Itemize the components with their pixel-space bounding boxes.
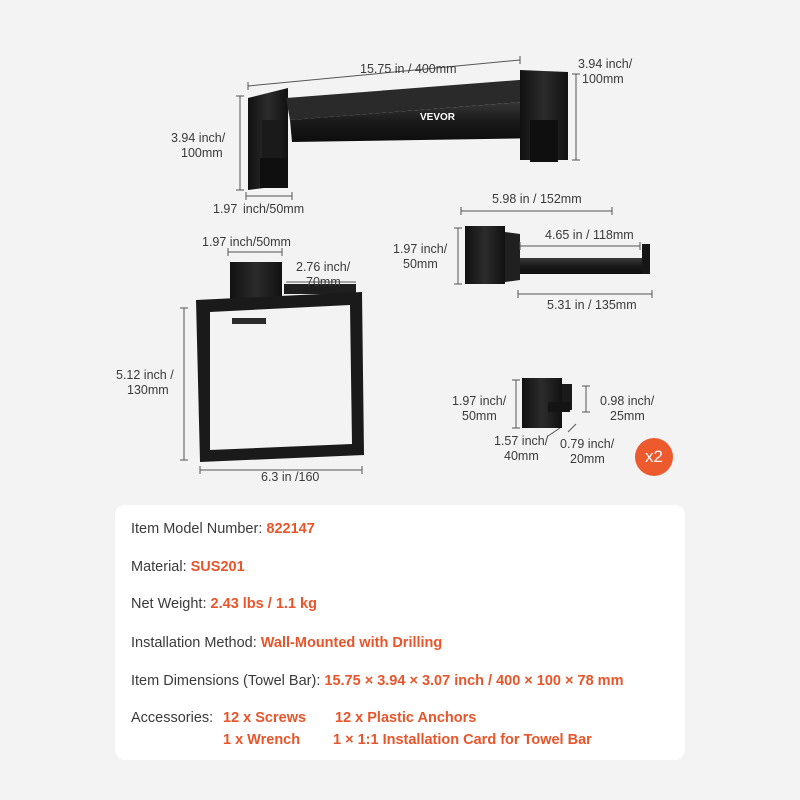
- robe-hook-hook-label-2: 25mm: [610, 409, 645, 423]
- spec-material-label: Material:: [131, 559, 191, 575]
- spec-accessories-label: Accessories:: [131, 710, 214, 726]
- accessory-item: 12 x Plastic Anchors: [335, 710, 477, 726]
- towel-bar-height-label-2: 100mm: [181, 146, 223, 160]
- robe-hook-height-label-1: 1.97 inch/: [452, 394, 507, 408]
- spec-weight-label: Net Weight:: [131, 596, 211, 612]
- towel-ring-depth-label-2: 70mm: [306, 275, 341, 289]
- paper-holder-depth-label: 5.31 in / 135mm: [547, 298, 637, 312]
- spec-weight: [131, 596, 317, 612]
- spec-card: [115, 505, 685, 760]
- spec-installation-value: Wall-Mounted with Drilling: [260, 635, 443, 651]
- towel-ring-height-label-2: 130mm: [127, 383, 169, 397]
- spec-model: [131, 521, 315, 537]
- towel-bar-bracket-height-label-2: 100mm: [582, 72, 624, 86]
- robe-hook-hook-label-1: 0.98 inch/: [600, 394, 655, 408]
- spec-model-label: Item Model Number:: [131, 521, 267, 537]
- towel-bar-length-label: 15.75 in / 400mm: [360, 62, 457, 76]
- accessory-item: 1 x Wrench: [223, 732, 301, 748]
- towel-bar-height-label-1: 3.94 inch/: [171, 131, 226, 145]
- spec-dimensions-value: 15.75 × 3.94 × 3.07 inch / 400 × 100 × 78 mm: [324, 673, 624, 689]
- spec-accessories: [131, 710, 213, 726]
- paper-holder-height-label-1: 1.97 inch/: [393, 242, 448, 256]
- towel-bar-brand: VEVOR: [420, 112, 456, 123]
- robe-hook-width-label-1: 1.57 inch/: [494, 434, 549, 448]
- paper-holder-height-label-2: 50mm: [403, 257, 438, 271]
- paper-holder-width-label: 5.98 in / 152mm: [492, 192, 582, 206]
- towel-ring-width-label: 6.3 in /160: [261, 470, 320, 484]
- towel-bar-base-label-b: inch/50mm: [243, 202, 305, 216]
- spec-dimensions: [131, 673, 623, 689]
- towel-bar-bracket-height-label-1: 3.94 inch/: [578, 57, 633, 71]
- robe-hook-depth-label-1: 0.79 inch/: [560, 437, 615, 451]
- towel-bar-illustration: [248, 70, 568, 190]
- robe-hook-width-label-2: 40mm: [504, 449, 539, 463]
- towel-bar-base-label-a: 1.97: [213, 202, 238, 216]
- paper-holder-bar-label: 4.65 in / 118mm: [545, 228, 634, 242]
- accessory-item: 12 x Screws: [223, 710, 307, 726]
- robe-hook-depth-label-2: 20mm: [570, 452, 605, 466]
- robe-hook-illustration: [522, 378, 572, 428]
- spec-dimensions-label: Item Dimensions (Towel Bar):: [131, 673, 325, 689]
- towel-ring-depth-label-1: 2.76 inch/: [296, 260, 351, 274]
- spec-model-value: 822147: [266, 521, 315, 537]
- accessory-item: 1 × 1:1 Installation Card for Towel Bar: [333, 732, 592, 748]
- quantity-badge: x2: [635, 438, 673, 476]
- spec-weight-value: 2.43 lbs / 1.1 kg: [210, 596, 317, 612]
- towel-ring-illustration: [196, 262, 364, 462]
- towel-ring-height-label-1: 5.12 inch /: [116, 368, 174, 382]
- robe-hook-height-label-2: 50mm: [462, 409, 497, 423]
- towel-ring-base-label: 1.97 inch/50mm: [202, 235, 291, 249]
- spec-installation-label: Installation Method:: [131, 635, 261, 651]
- spec-material-value: SUS201: [190, 559, 245, 575]
- spec-installation: [131, 635, 442, 651]
- spec-material: [131, 559, 245, 575]
